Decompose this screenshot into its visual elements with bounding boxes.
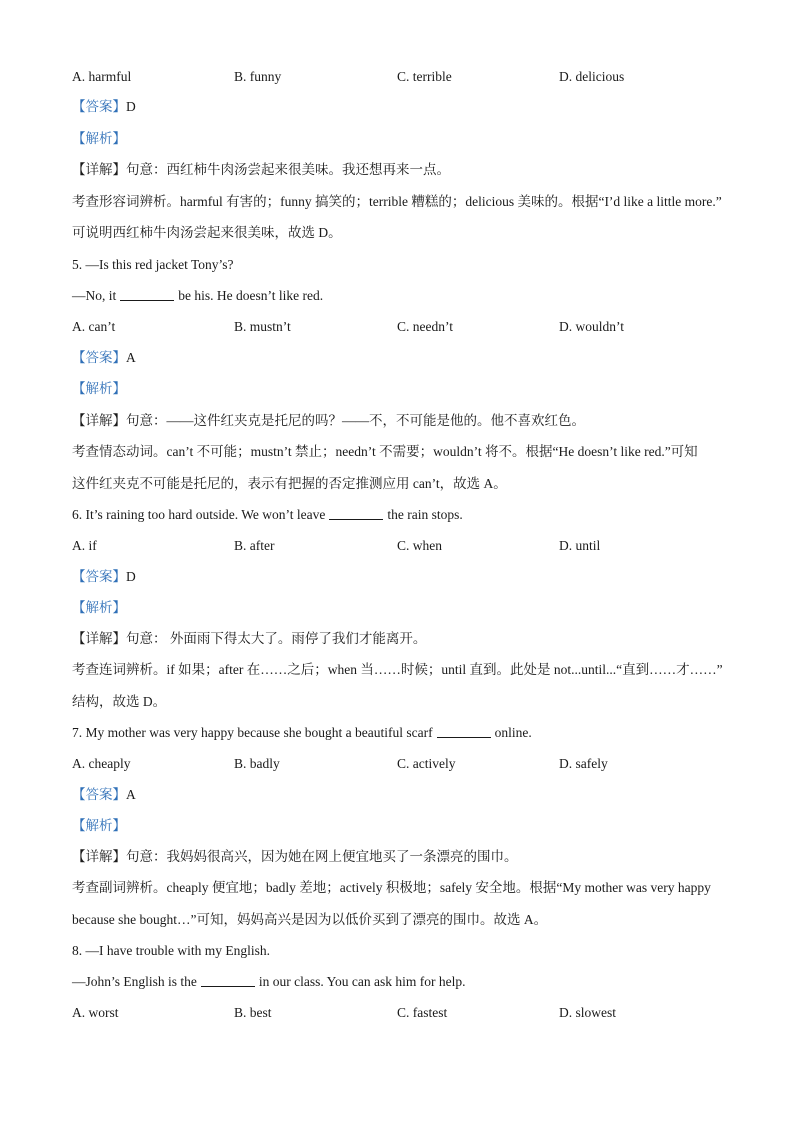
- q5-text-pre: —No, it: [72, 288, 117, 303]
- detail-tag: 【详解】: [72, 631, 126, 646]
- q5-question-line-2: [72, 287, 323, 305]
- q6-option-d: D. until: [559, 538, 601, 553]
- analysis-tag: 【解析】: [72, 600, 126, 615]
- q7-option-a: A. cheaply: [72, 756, 131, 771]
- q5-option-a: A. can’t: [72, 319, 116, 334]
- answer-tag: 【答案】: [72, 787, 126, 802]
- q4-explain-line-2: 可说明西红柿牛肉汤尝起来很美味，故选 D。: [72, 225, 342, 240]
- q5-explain-line-1: 考查情态动词。can’t 不可能；mustn’t 禁止；needn’t 不需要；wouldn’t 将不。根据“He doesn’t like red.”可知: [72, 444, 698, 459]
- detail-text: 句意：——这件红夹克是托尼的吗？——不，不可能是他的。他不喜欢红色。: [126, 413, 585, 428]
- q5-text-post: be his. He doesn’t like red.: [178, 288, 324, 303]
- q7-option-c: C. actively: [397, 756, 456, 771]
- answer-tag: 【答案】: [72, 99, 126, 114]
- detail-text: 句意：西红柿牛肉汤尝起来很美味。我还想再来一点。: [126, 162, 450, 177]
- q6-analysis: [72, 599, 126, 617]
- q8-question-line-1: 8. —I have trouble with my English.: [72, 943, 270, 958]
- q6-explain-line-2: 结构，故选 D。: [72, 694, 167, 709]
- q5-option-c: C. needn’t: [397, 319, 453, 334]
- q7-options: [72, 755, 772, 773]
- answer-value: D: [126, 99, 136, 114]
- q8-text-pre: —John’s English is the: [72, 974, 197, 989]
- q7-text-pre: 7. My mother was very happy because she bought a beautiful scarf: [72, 725, 433, 740]
- q7-analysis: [72, 817, 126, 835]
- answer-tag: 【答案】: [72, 350, 126, 365]
- answer-blank: [201, 974, 255, 987]
- q6-detail: [72, 630, 426, 648]
- q5-analysis: [72, 380, 126, 398]
- q6-text-post: the rain stops.: [387, 507, 463, 522]
- q6-question: [72, 506, 463, 524]
- q8-option-c: C. fastest: [397, 1005, 448, 1020]
- q8-options: [72, 1004, 772, 1022]
- q5-option-b: B. mustn’t: [234, 319, 291, 334]
- q5-option-d: D. wouldn’t: [559, 319, 625, 334]
- q4-option-a: A. harmful: [72, 69, 132, 84]
- answer-blank: [120, 288, 174, 301]
- q6-option-a: A. if: [72, 538, 97, 553]
- q7-question: [72, 724, 532, 742]
- q7-option-d: D. safely: [559, 756, 608, 771]
- q4-detail: [72, 161, 450, 179]
- q5-question-line-1: 5. —Is this red jacket Tony’s?: [72, 257, 234, 272]
- answer-value: A: [126, 787, 136, 802]
- q6-option-c: C. when: [397, 538, 442, 553]
- answer-value: D: [126, 569, 136, 584]
- q7-explain-line-1: 考查副词辨析。cheaply 便宜地；badly 差地；actively 积极地；safely 安全地。根据“My mother was very happy: [72, 880, 711, 895]
- q8-question-line-2: [72, 973, 466, 991]
- q7-detail: [72, 848, 518, 866]
- q8-text-post: in our class. You can ask him for help.: [258, 974, 466, 989]
- q4-option-c: C. terrible: [397, 69, 452, 84]
- q4-explain-line-1: 考查形容词辨析。harmful 有害的；funny 搞笑的；terrible 糟糕的；delicious 美味的。根据“I’d like a little more.”: [72, 194, 722, 209]
- analysis-tag: 【解析】: [72, 381, 126, 396]
- answer-value: A: [126, 350, 136, 365]
- q8-option-d: D. slowest: [559, 1005, 616, 1020]
- q6-explain-line-1: 考查连词辨析。if 如果；after 在……之后；when 当……时候；until 直到。此处是 not...until...“直到……才……”: [72, 662, 723, 677]
- answer-blank: [329, 507, 383, 520]
- q5-explain-line-2: 这件红夹克不可能是托尼的，表示有把握的否定推测应用 can’t，故选 A。: [72, 476, 507, 491]
- q5-answer: [72, 349, 136, 367]
- detail-tag: 【详解】: [72, 413, 126, 428]
- analysis-tag: 【解析】: [72, 131, 126, 146]
- answer-blank: [437, 725, 491, 738]
- q5-options: [72, 318, 772, 336]
- q4-answer: [72, 98, 136, 116]
- q7-answer: [72, 786, 136, 804]
- detail-text: 句意：我妈妈很高兴，因为她在网上便宜地买了一条漂亮的围巾。: [126, 849, 518, 864]
- q7-explain-line-2: because she bought…”可知，妈妈高兴是因为以低价买到了漂亮的围巾。故选 A。: [72, 912, 548, 927]
- q7-option-b: B. badly: [234, 756, 280, 771]
- q8-option-b: B. best: [234, 1005, 272, 1020]
- q5-detail: [72, 412, 585, 430]
- detail-text: 句意： 外面雨下得太大了。雨停了我们才能离开。: [126, 631, 427, 646]
- answer-tag: 【答案】: [72, 569, 126, 584]
- q8-option-a: A. worst: [72, 1005, 119, 1020]
- q6-answer: [72, 568, 136, 586]
- q4-options: [72, 68, 772, 86]
- q4-analysis: [72, 130, 126, 148]
- detail-tag: 【详解】: [72, 162, 126, 177]
- detail-tag: 【详解】: [72, 849, 126, 864]
- q7-text-post: online.: [494, 725, 532, 740]
- analysis-tag: 【解析】: [72, 818, 126, 833]
- q6-text-pre: 6. It’s raining too hard outside. We won’t leave: [72, 507, 326, 522]
- q4-option-d: D. delicious: [559, 69, 625, 84]
- q4-option-b: B. funny: [234, 69, 282, 84]
- q6-options: [72, 537, 772, 555]
- q6-option-b: B. after: [234, 538, 275, 553]
